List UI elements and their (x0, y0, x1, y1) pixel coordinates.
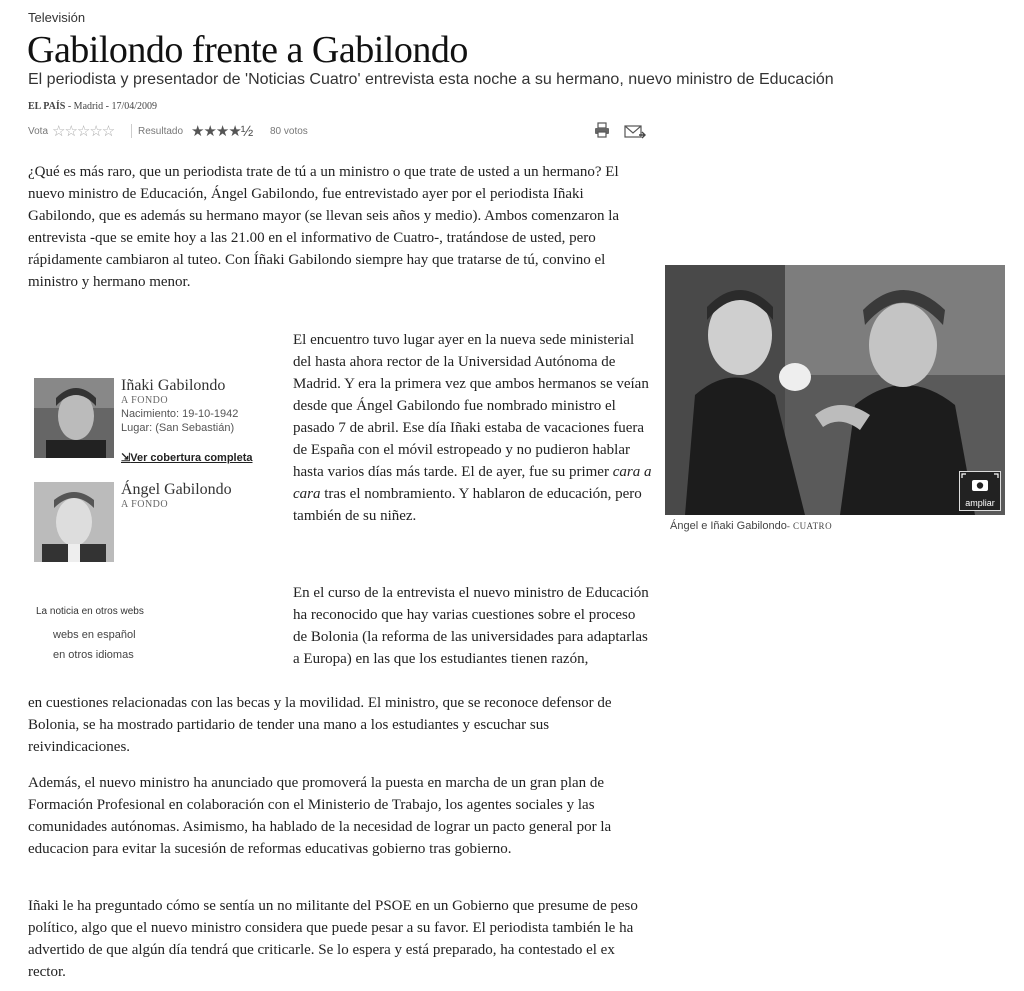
camera-icon (960, 472, 1000, 496)
vote-stars[interactable]: ☆☆☆☆☆ (52, 123, 115, 140)
votes-count: 80 votos (270, 126, 308, 137)
other-webs-languages-link[interactable]: en otros idiomas (53, 649, 134, 661)
person-name[interactable]: Ángel Gabilondo (121, 481, 232, 498)
photo-caption (670, 520, 832, 532)
article-subtitle: El periodista y presentador de 'Noticias Cuatro' entrevista esta noche a su hermano, nuevo ministro de Educación (28, 71, 834, 88)
birth-date: Nacimiento: 19-10-1942 (121, 408, 239, 420)
caption-text: Ángel e Iñaki Gabilondo (670, 520, 787, 532)
byline (28, 101, 157, 112)
afondo-tag: A FONDO (121, 499, 169, 510)
person-name[interactable]: Iñaki Gabilondo (121, 377, 226, 394)
full-coverage-label: Ver cobertura completa (130, 452, 253, 464)
paragraph-5: Iñaki le ha preguntado cómo se sentía un no militante del PSOE en un Gobierno que presume de peso político, algo que el nuevo ministro considera que puede pesar a su favor. El periodista también le ha advertido de que algún día tendrá que criticarle. Se lo espera y está preparado, ha contestado el ex rector. (28, 898, 638, 980)
byline-place-date: - Madrid - 17/04/2009 (65, 101, 157, 112)
vote-label: Vota (28, 126, 49, 137)
other-webs-spanish-link[interactable]: webs en español (53, 629, 136, 641)
paragraph-2-b: tras el nombramiento. Y hablaron de educación, pero también de su niñez. (293, 486, 642, 524)
section-label[interactable]: Televisión (28, 10, 86, 25)
paragraph-4: Además, el nuevo ministro ha anunciado que promoverá la puesta en marcha de un gran plan de Formación Profesional en colaboración con el Ministerio de Trabajo, los agentes sociales y las comunidades autónomas. Asimismo, ha hablado de la necesidad de lograr un pacto general por la educacion para evitar la sucesión de reformas educativas gobierno tras gobierno. (28, 775, 612, 857)
photo-credit: - CUATRO (786, 521, 833, 531)
article-title: Gabilondo frente a Gabilondo (27, 29, 468, 71)
main-photo[interactable] (665, 265, 1005, 515)
avatar-inaki[interactable] (34, 378, 114, 458)
afondo-tag: A FONDO (121, 395, 169, 406)
paragraph-2-emphasis: cara a cara (293, 464, 652, 502)
paragraph-3-top: En el curso de la entrevista el nuevo ministro de Educación ha reconocido que hay varias cuestiones sobre el proceso de Bolonia (la reforma de las universidades para adaptarlas a Europa) en las que los estudiantes tienen razón, (293, 585, 649, 667)
arrow-icon: ⇲ (121, 452, 131, 464)
paragraph-2 (293, 329, 653, 527)
byline-source: EL PAÍS (28, 101, 66, 112)
expand-button[interactable] (959, 471, 1001, 511)
other-webs-title: La noticia en otros webs (36, 606, 144, 617)
birth-place: Lugar: (San Sebastián) (121, 422, 235, 434)
avatar-angel[interactable] (34, 482, 114, 562)
email-icon[interactable] (624, 123, 646, 139)
paragraph-2-a: El encuentro tuvo lugar ayer en la nueva sede ministerial del hasta ahora rector de la Universidad Autónoma de Madrid. Y era la primera vez que ambos hermanos se veían desde que Ángel Gabilondo fue nombrado ministro el pasado 7 de abril. Ese día Iñaki estaba de vacaciones fuera de España con el móvil estropeado y no pudieron hablar hasta varios días más tarde. El de ayer, fue su primer (293, 332, 649, 480)
printer-icon[interactable] (594, 122, 610, 138)
expand-label: ampliar (965, 498, 995, 508)
paragraph-3-bottom: en cuestiones relacionadas con las becas y la movilidad. El ministro, que se reconoce defensor de Bolonia, se ha mostrado partidario de tender una mano a los estudiantes y escuchar sus reivindicaciones. (28, 695, 612, 755)
rating-bar (28, 124, 648, 140)
paragraph-1: ¿Qué es más raro, que un periodista trate de tú a un ministro o que trate de usted a un hermano? El nuevo ministro de Educación, Ángel Gabilondo, fue entrevistado ayer por el periodista Iñaki Gabilondo, que es además su hermano mayor (se llevan seis años y medio). Ambos comenzaron la entrevista -que se emite hoy a las 21.00 en el informativo de Cuatro-, tratándose de usted, pero rápidamente cambiaron al tuteo. Con Íñaki Gabilondo siempre hay que tratarse de tú, convino el ministro y hermano menor. (28, 164, 620, 290)
rating-divider (131, 124, 132, 138)
result-stars: ★★★★½ (191, 123, 253, 140)
result-label: Resultado (138, 126, 184, 137)
full-coverage-link[interactable] (121, 451, 253, 464)
